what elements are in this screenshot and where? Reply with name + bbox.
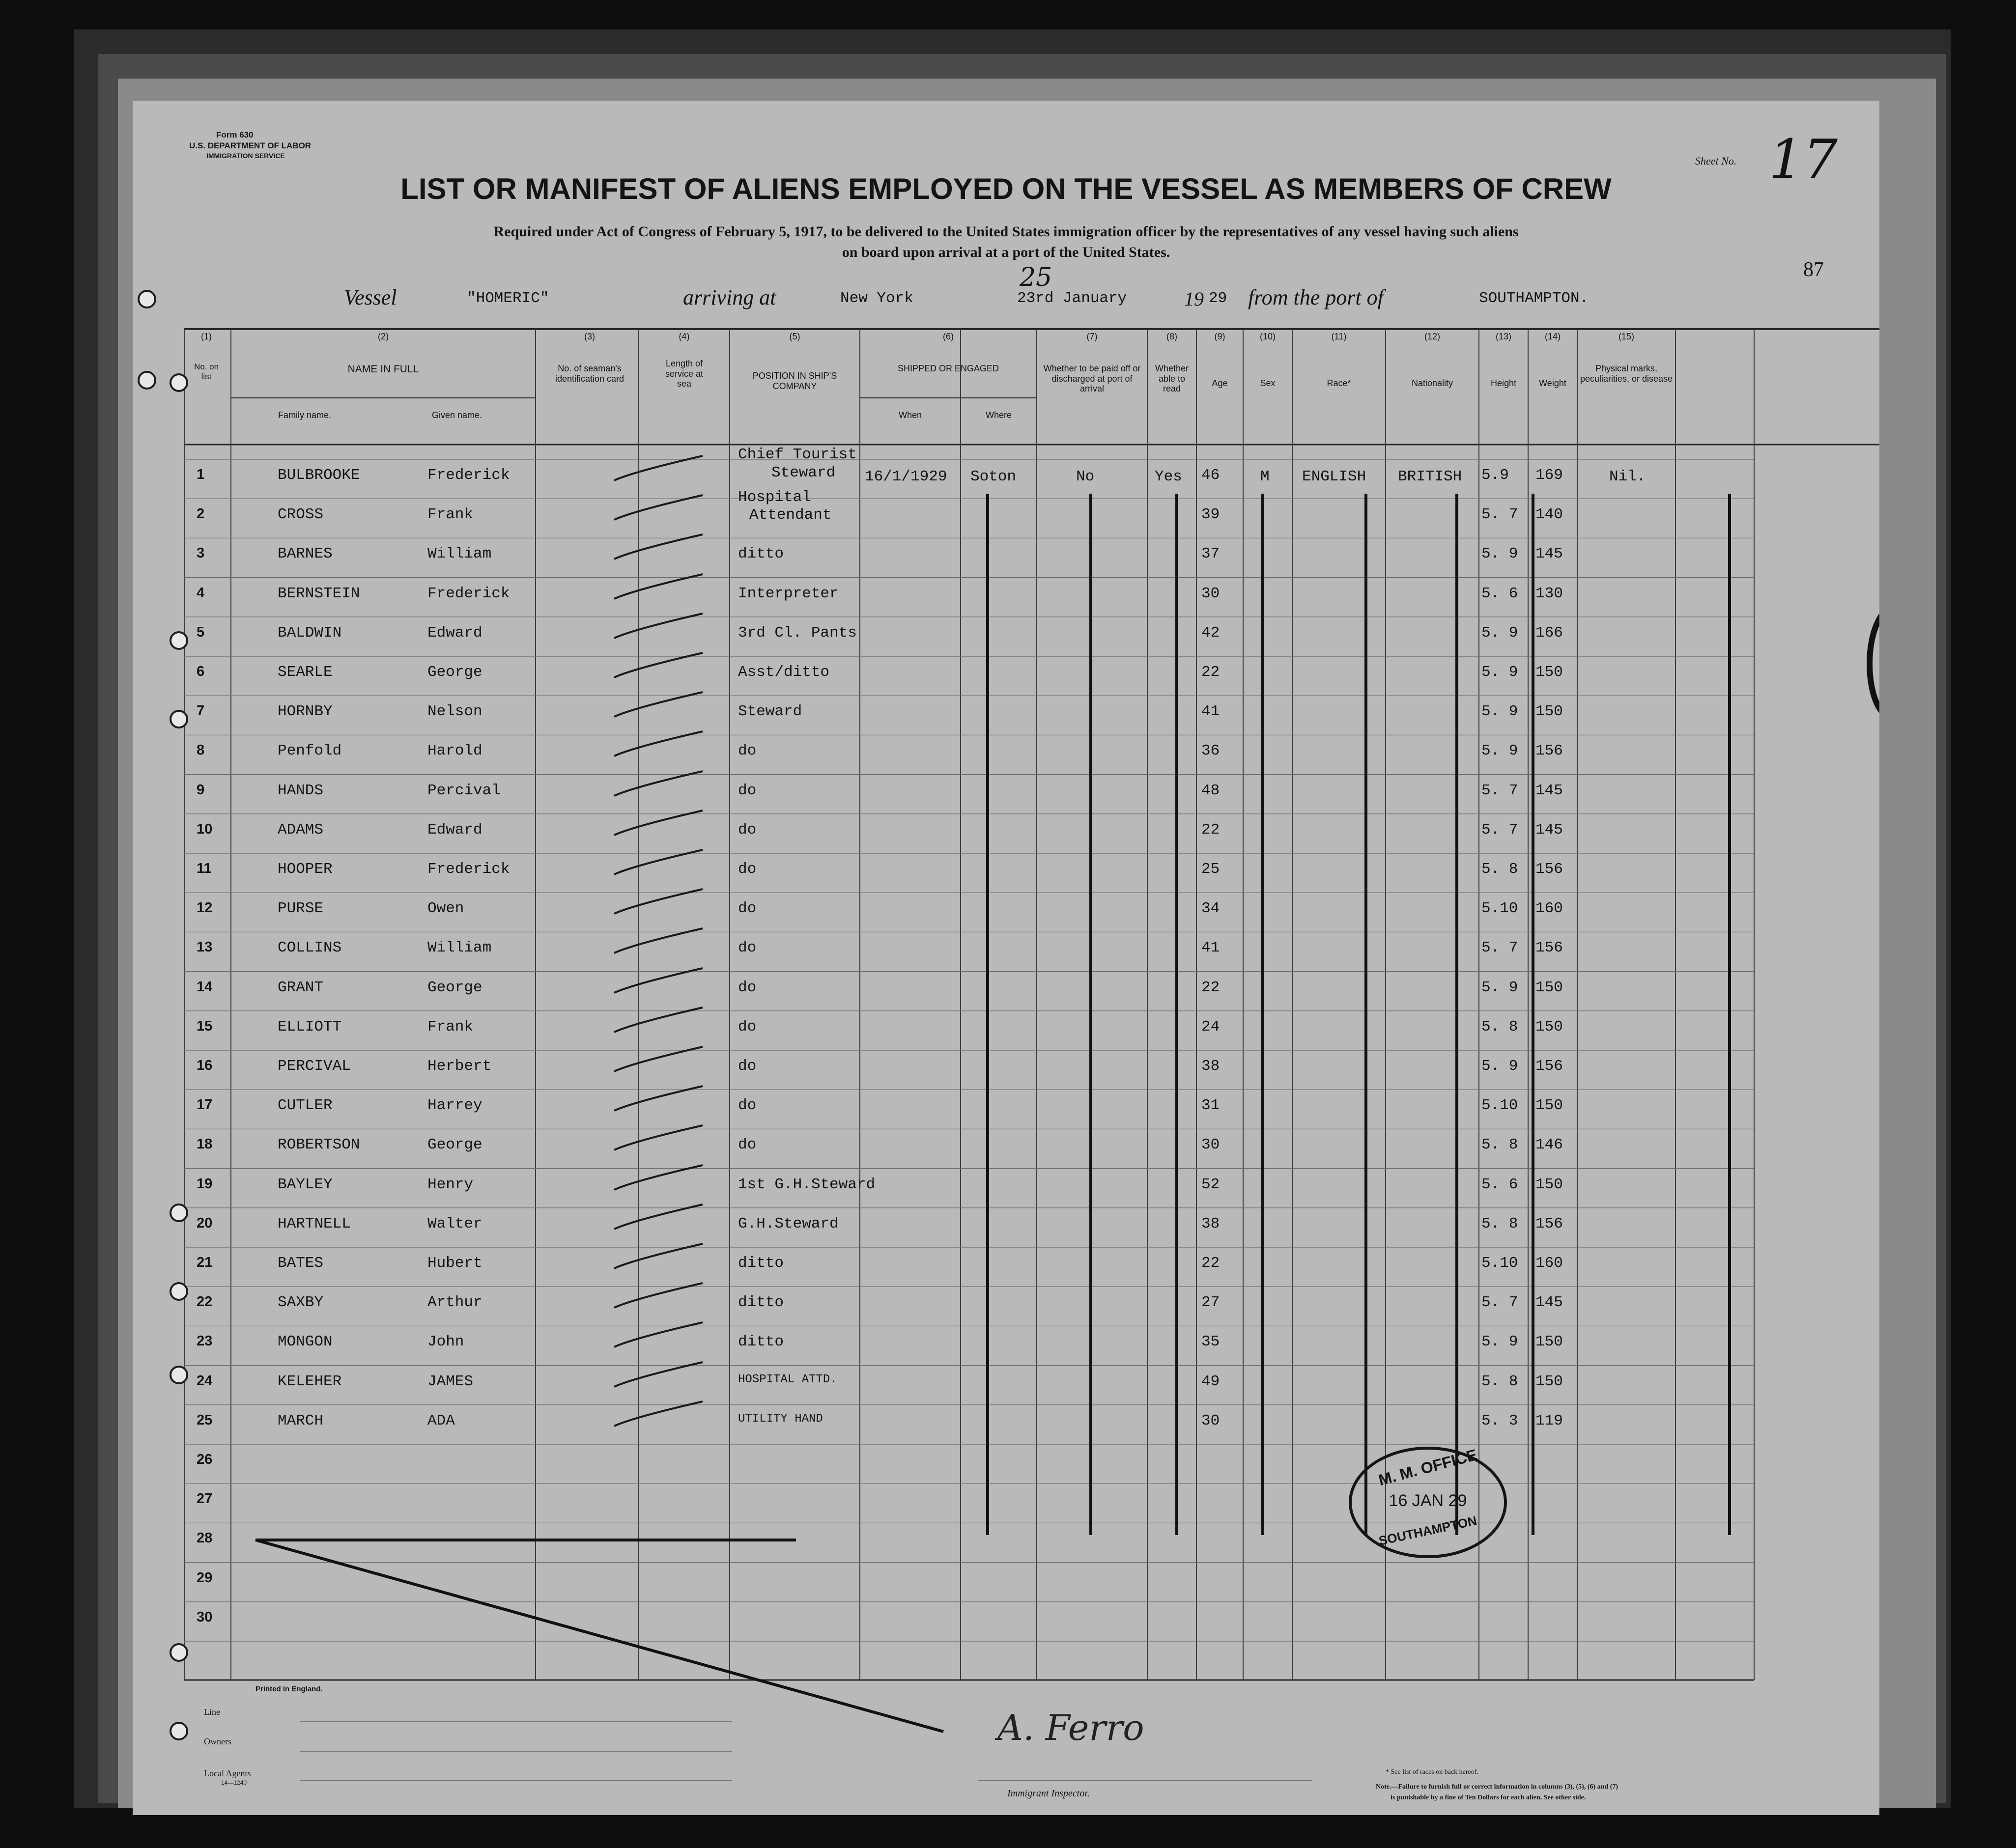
weight: 150 [1535, 979, 1563, 996]
form-subtitle-2: on board upon arrival at a port of the United States. [842, 244, 1170, 260]
footnote-2: Note.—Failure to furnish full or correct information in columns (3), (5), (6) and (7) [1376, 1783, 1618, 1791]
age: 24 [1201, 1018, 1220, 1036]
col7-number: (7) [1086, 332, 1098, 341]
family-name: HANDS [278, 782, 324, 799]
height: 5. 7 [1481, 939, 1518, 957]
arriving-port: New York [840, 290, 913, 307]
given-name: William [427, 939, 492, 957]
weight: 119 [1535, 1412, 1563, 1429]
position: do [738, 1058, 757, 1075]
family-name: SAXBY [278, 1294, 324, 1312]
weight: 150 [1535, 1333, 1563, 1351]
family-name: MONGON [278, 1333, 333, 1351]
crew-no: 16 [197, 1058, 213, 1073]
position: do [738, 782, 757, 799]
given-name: ADA [427, 1412, 455, 1429]
height: 5. 8 [1481, 1215, 1518, 1232]
crew-no: 7 [197, 703, 205, 719]
age: 27 [1201, 1294, 1220, 1312]
weight: 150 [1535, 703, 1563, 721]
crew-no: 26 [197, 1452, 213, 1467]
height: 5. 9 [1481, 545, 1518, 563]
height: 5. 8 [1481, 861, 1518, 878]
given-name: John [427, 1333, 464, 1351]
position: Steward [738, 703, 802, 721]
line-label: Line [204, 1707, 220, 1717]
owners-label: Owners [204, 1736, 231, 1746]
weight: 156 [1535, 1215, 1563, 1232]
manifest-sheet [133, 101, 1879, 1815]
height: 5. 6 [1481, 1176, 1518, 1193]
family-name: BAYLEY [278, 1176, 333, 1193]
agents-label: Local Agents [204, 1768, 251, 1778]
crew-no: 24 [197, 1372, 213, 1389]
col6a-header: When [898, 410, 922, 420]
position: ditto [738, 545, 784, 563]
family-name: Penfold [278, 742, 342, 760]
position: do [738, 821, 757, 839]
form-code: 14—1240 [221, 1779, 247, 1786]
family-name: COLLINS [278, 939, 342, 957]
crew-no: 8 [197, 742, 205, 758]
age: 38 [1201, 1058, 1220, 1075]
weight: 150 [1535, 1097, 1563, 1115]
age: 30 [1201, 585, 1220, 602]
office-stamp [1349, 1447, 1507, 1558]
position: UTILITY HAND [738, 1412, 823, 1426]
weight: 166 [1535, 624, 1563, 642]
stamp-top-text: M. M. OFFICE [1376, 1445, 1479, 1489]
col12-number: (12) [1424, 332, 1440, 341]
crew-no: 11 [197, 861, 212, 876]
weight: 146 [1535, 1136, 1563, 1154]
col6b-header: Where [985, 410, 1012, 420]
printed-in: Printed in England. [256, 1685, 323, 1693]
col1-number: (1) [201, 332, 212, 341]
crew-no: 6 [197, 664, 205, 679]
position: 3rd Cl. Pants [738, 624, 857, 642]
age: 38 [1201, 1215, 1220, 1232]
weight: 150 [1535, 664, 1563, 681]
weight: 145 [1535, 1294, 1563, 1312]
height: 5. 9 [1481, 624, 1518, 642]
family-name: HARTNELL [278, 1215, 351, 1232]
crew-no: 19 [197, 1176, 213, 1192]
cancel-line-diagonal [256, 1540, 943, 1732]
family-name: HOOPER [278, 861, 333, 878]
position: do [738, 861, 757, 878]
stamp-bottom-text: SOUTHAMPTON [1377, 1513, 1478, 1548]
height: 5. 3 [1481, 1412, 1518, 1429]
row1-sex: M [1260, 468, 1270, 485]
given-name: Walter [427, 1215, 483, 1232]
weight: 145 [1535, 782, 1563, 799]
weight: 145 [1535, 821, 1563, 839]
vessel-name: "HOMERIC" [467, 290, 549, 307]
weight: 160 [1535, 900, 1563, 918]
family-name: ELLIOTT [278, 1018, 342, 1036]
crew-no: 22 [197, 1294, 213, 1310]
vessel-label: Vessel [344, 285, 397, 309]
row1-position-line1: Chief Tourist [738, 446, 857, 463]
height: 5. 9 [1481, 742, 1518, 760]
age: 22 [1201, 821, 1220, 839]
age: 31 [1201, 1097, 1220, 1115]
given-name: Percival [427, 782, 501, 799]
col12-header: Nationality [1411, 378, 1453, 388]
height: 5. 7 [1481, 506, 1518, 524]
col11-number: (11) [1331, 332, 1347, 341]
family-name: BULBROOKE [278, 467, 360, 484]
family-name: BATES [278, 1255, 324, 1272]
family-name: BALDWIN [278, 624, 342, 642]
col13-number: (13) [1495, 332, 1511, 341]
height: 5. 7 [1481, 821, 1518, 839]
age: 30 [1201, 1412, 1220, 1429]
weight: 160 [1535, 1255, 1563, 1272]
age: 36 [1201, 742, 1220, 760]
weight: 156 [1535, 861, 1563, 878]
family-name: PERCIVAL [278, 1058, 351, 1075]
height: 5. 8 [1481, 1372, 1518, 1390]
given-name: Frank [427, 1018, 474, 1036]
col15-header: Physical marks, peculiarities, or disease [1580, 364, 1673, 384]
age: 34 [1201, 900, 1220, 918]
crew-no: 21 [197, 1255, 213, 1270]
crew-no: 3 [197, 545, 205, 561]
col10-number: (10) [1259, 332, 1276, 341]
col3-header: No. of seaman's identification card [555, 364, 625, 384]
row1-nationality: BRITISH [1398, 468, 1462, 485]
crew-no: 15 [197, 1018, 213, 1034]
position: do [738, 979, 757, 996]
height: 5. 8 [1481, 1018, 1518, 1036]
given-name: George [427, 979, 483, 996]
col8-number: (8) [1166, 332, 1177, 341]
crew-no: 17 [197, 1097, 213, 1113]
given-name: William [427, 545, 492, 563]
date-correction: 25 [1020, 263, 1052, 292]
col2-number: (2) [378, 332, 389, 341]
crew-no: 28 [197, 1530, 213, 1546]
col2-header: NAME IN FULL [347, 364, 419, 375]
row1-paid-off: No [1076, 468, 1095, 485]
col14-header: Weight [1539, 378, 1566, 388]
age: 39 [1201, 506, 1220, 524]
position: 1st G.H.Steward [738, 1176, 876, 1193]
height: 5. 9 [1481, 1333, 1518, 1351]
given-name: Owen [427, 900, 464, 918]
inspector-label: Immigrant Inspector. [1007, 1788, 1090, 1799]
age: 22 [1201, 1255, 1220, 1272]
col14-number: (14) [1544, 332, 1561, 341]
position: Interpreter [738, 585, 839, 602]
row1-position-line2: Steward [771, 464, 836, 481]
family-name: KELEHER [278, 1372, 342, 1390]
given-name: Nelson [427, 703, 483, 721]
weight: 156 [1535, 1058, 1563, 1075]
crew-no: 1 [197, 467, 205, 482]
position: HOSPITAL ATTD. [738, 1372, 837, 1386]
given-name: Hubert [427, 1255, 483, 1272]
col5-header: POSITION IN SHIP'S COMPANY [752, 371, 837, 391]
height: 5. 6 [1481, 585, 1518, 602]
department: U.S. DEPARTMENT OF LABOR [189, 141, 312, 150]
age: 22 [1201, 979, 1220, 996]
position: do [738, 742, 757, 760]
col4-header: Length of service at sea [665, 359, 704, 389]
footnote-3: is punishable by a fine of Ten Dollars for each alien. See other side. [1391, 1794, 1586, 1801]
form-title: LIST OR MANIFEST OF ALIENS EMPLOYED ON THE VESSEL AS MEMBERS OF CREW [400, 172, 1612, 205]
age: 42 [1201, 624, 1220, 642]
row1-physical-marks: Nil. [1609, 468, 1646, 485]
crew-no: 27 [197, 1491, 213, 1507]
crew-no: 14 [197, 979, 213, 995]
col11-header: Race* [1327, 378, 1351, 388]
height: 5.10 [1481, 900, 1518, 918]
given-name: Frederick [427, 861, 510, 878]
given-name: Edward [427, 624, 483, 642]
year-prefix: 19 [1184, 288, 1204, 310]
position: ditto [738, 1294, 784, 1312]
row1-when: 16/1/1929 [865, 468, 947, 485]
family-name: MARCH [278, 1412, 324, 1429]
crew-no: 4 [197, 585, 205, 601]
age: 37 [1201, 545, 1220, 563]
given-name: Herbert [427, 1058, 492, 1075]
height: 5. 7 [1481, 782, 1518, 799]
position: do [738, 900, 757, 918]
age: 48 [1201, 782, 1220, 799]
row1-where: Soton [970, 468, 1017, 485]
crew-no: 13 [197, 939, 213, 955]
height: 5. 9 [1481, 664, 1518, 681]
position: do [738, 1136, 757, 1154]
row1-race: ENGLISH [1302, 468, 1366, 485]
given-name: Frederick [427, 467, 510, 484]
crew-no: 18 [197, 1136, 213, 1152]
crew-no: 23 [197, 1333, 213, 1349]
weight: 156 [1535, 939, 1563, 957]
weight: 130 [1535, 585, 1563, 602]
crew-no: 10 [197, 821, 213, 837]
position: do [738, 1018, 757, 1036]
col1-header: No. on list [194, 362, 219, 381]
col2a-header: Family name. [278, 410, 332, 420]
crew-no: 25 [197, 1412, 213, 1428]
arriving-label: arriving at [683, 285, 776, 309]
age: 41 [1201, 939, 1220, 957]
row2-position-line2: Attendant [749, 506, 832, 524]
age: 49 [1201, 1372, 1220, 1390]
age: 41 [1201, 703, 1220, 721]
signature: A. Ferro [997, 1707, 1144, 1748]
height: 5.10 [1481, 1097, 1518, 1115]
crew-no: 20 [197, 1215, 213, 1231]
year: 29 [1209, 290, 1227, 307]
family-name: ADAMS [278, 821, 324, 839]
family-name: CROSS [278, 506, 324, 524]
age: 35 [1201, 1333, 1220, 1351]
given-name: George [427, 664, 483, 681]
from-port-label: from the port of [1248, 285, 1384, 309]
height: 5.9 [1481, 467, 1509, 484]
col5-number: (5) [789, 332, 800, 341]
weight: 150 [1535, 1018, 1563, 1036]
family-name: CUTLER [278, 1097, 333, 1115]
position: do [738, 1097, 757, 1115]
col7-header: Whether to be paid off or discharged at port of arrival [1043, 364, 1141, 394]
col15-number: (15) [1618, 332, 1634, 341]
given-name: Arthur [427, 1294, 483, 1312]
crew-no: 12 [197, 900, 213, 916]
stamp-date: 16 JAN 29 [1389, 1491, 1467, 1510]
row2-position-line1: Hospital [738, 489, 811, 506]
crew-no: 9 [197, 782, 205, 798]
footnote-1: * See list of races on back hereof. [1386, 1768, 1478, 1776]
crew-no: 5 [197, 624, 205, 640]
weight: 156 [1535, 742, 1563, 760]
age: 22 [1201, 664, 1220, 681]
family-name: ROBERTSON [278, 1136, 360, 1154]
form-subtitle-1: Required under Act of Congress of February 5, 1917, to be delivered to the United States immigration officer by the representatives of any vessel having such aliens [493, 224, 1519, 240]
weight: 169 [1535, 467, 1563, 484]
height: 5. 9 [1481, 1058, 1518, 1075]
crew-no: 2 [197, 506, 205, 522]
given-name: Harold [427, 742, 483, 760]
form-number: Form 630 [216, 130, 254, 140]
col10-header: Sex [1260, 378, 1276, 388]
given-name: Edward [427, 821, 483, 839]
weight: 140 [1535, 506, 1563, 524]
position: ditto [738, 1255, 784, 1272]
given-name: Frank [427, 506, 474, 524]
given-name: JAMES [427, 1372, 474, 1390]
crew-no: 29 [197, 1569, 213, 1586]
given-name: Frederick [427, 585, 510, 602]
family-name: PURSE [278, 900, 324, 918]
age: 25 [1201, 861, 1220, 878]
pen-marks [133, 101, 1879, 1815]
weight: 145 [1535, 545, 1563, 563]
given-name: George [427, 1136, 483, 1154]
age: 30 [1201, 1136, 1220, 1154]
col9-number: (9) [1214, 332, 1225, 341]
given-name: Henry [427, 1176, 474, 1193]
position: Asst/ditto [738, 664, 830, 681]
col6-number: (6) [943, 332, 954, 341]
departure-port: SOUTHAMPTON. [1479, 290, 1589, 307]
col9-header: Age [1212, 378, 1228, 388]
col3-number: (3) [584, 332, 595, 341]
height: 5. 9 [1481, 703, 1518, 721]
height: 5. 7 [1481, 1294, 1518, 1312]
weight: 150 [1535, 1372, 1563, 1390]
age: 52 [1201, 1176, 1220, 1193]
height: 5.10 [1481, 1255, 1518, 1272]
age: 46 [1201, 467, 1220, 484]
col13-header: Height [1490, 378, 1517, 388]
page-number: 87 [1803, 258, 1824, 281]
family-name: GRANT [278, 979, 324, 996]
position: G.H.Steward [738, 1215, 839, 1232]
col2b-header: Given name. [431, 410, 483, 420]
family-name: HORNBY [278, 703, 333, 721]
row1-able-to-read: Yes [1155, 468, 1182, 485]
family-name: BARNES [278, 545, 333, 563]
sheet-number: 17 [1769, 128, 1838, 191]
height: 5. 9 [1481, 979, 1518, 996]
height: 5. 8 [1481, 1136, 1518, 1154]
position: do [738, 939, 757, 957]
arrival-date: 23rd January [1017, 290, 1127, 307]
family-name: BERNSTEIN [278, 585, 360, 602]
col4-number: (4) [679, 332, 690, 341]
given-name: Harrey [427, 1097, 483, 1115]
sheet-label: Sheet No. [1695, 155, 1737, 167]
family-name: SEARLE [278, 664, 333, 681]
col8-header: Whether able to read [1155, 364, 1189, 394]
position: ditto [738, 1333, 784, 1351]
weight: 150 [1535, 1176, 1563, 1193]
crew-no: 30 [197, 1609, 213, 1625]
service: IMMIGRATION SERVICE [206, 152, 285, 160]
col6-header: SHIPPED OR ENGAGED [897, 364, 999, 373]
